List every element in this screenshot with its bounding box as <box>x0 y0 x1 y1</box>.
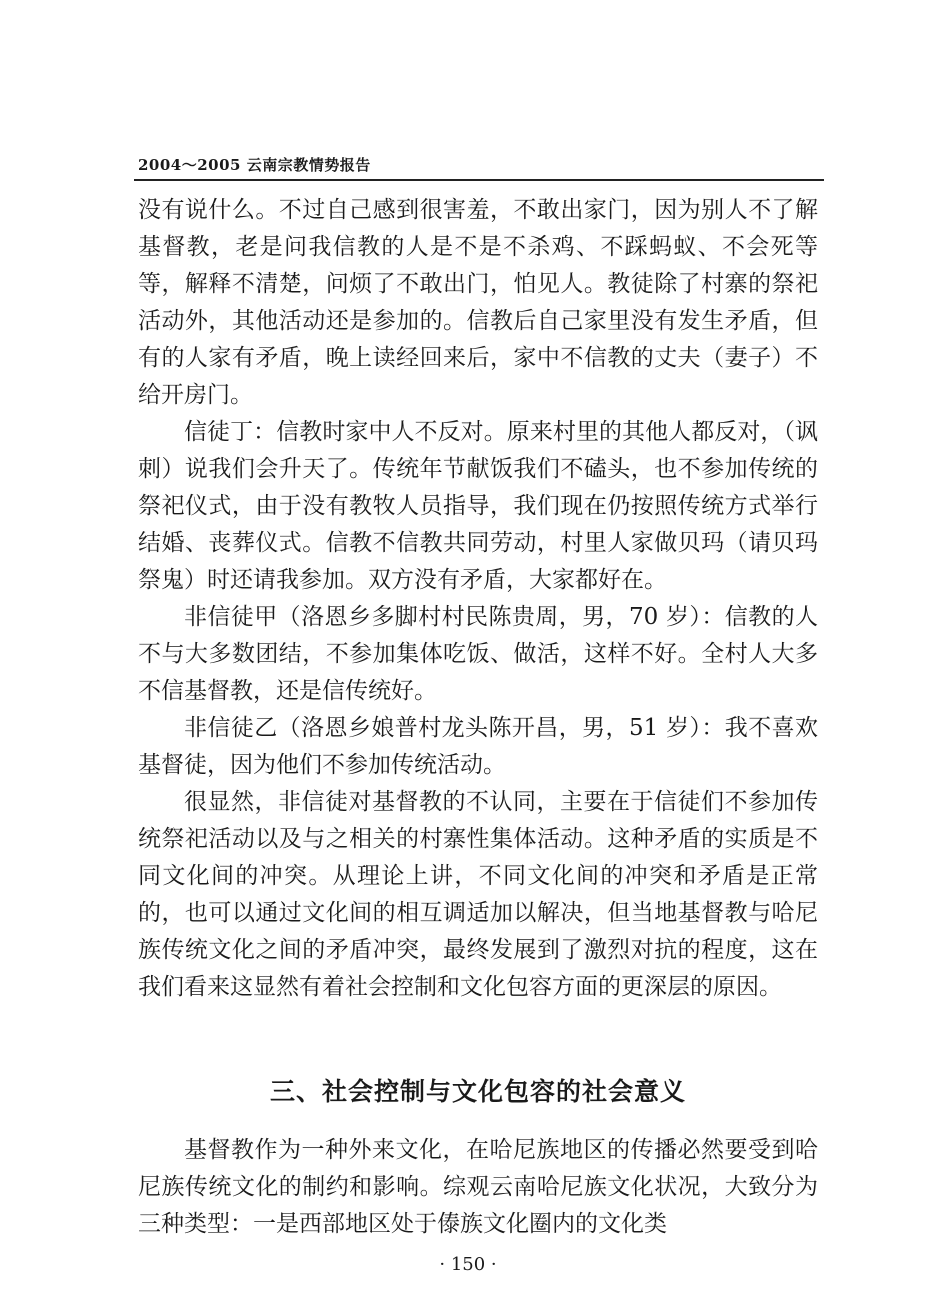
page-number: · 150 · <box>439 1254 497 1275</box>
header-rule <box>134 179 824 181</box>
paragraph-nonbeliever-yi: 非信徒乙（洛恩乡娘普村龙头陈开昌，男，51 岁）：我不喜欢基督徒，因为他们不参加传统活动。 <box>138 715 818 778</box>
section-text <box>138 1132 818 1243</box>
paragraph-section-intro: 基督教作为一种外来文化，在哈尼族地区的传播必然要受到哈尼族传统文化的制约和影响。综观云南哈尼族文化状况，大致分为三种类型：一是西部地区处于傣族文化圈内的文化类 <box>138 1137 818 1237</box>
paragraph-believer-ding: 信徒丁：信教时家中人不反对。原来村里的其他人都反对，（讽刺）说我们会升天了。传统年节献饭我们不磕头，也不参加传统的祭祀仪式，由于没有教牧人员指导，我们现在仍按照传统方式举行结婚、丧葬仪式。信教不信教共同劳动，村里人家做贝玛（请贝玛祭鬼）时还请我参加。双方没有矛盾，大家都好在。 <box>138 419 818 593</box>
body-text <box>138 192 818 1006</box>
paragraph-nonbeliever-jia: 非信徒甲（洛恩乡多脚村村民陈贵周，男，70 岁）：信教的人不与大多数团结，不参加集体吃饭、做活，这样不好。全村人大多不信基督教，还是信传统好。 <box>138 604 818 704</box>
running-header: 2004～2005 云南宗教情势报告 <box>138 156 371 174</box>
section-heading: 三、社会控制与文化包容的社会意义 <box>269 1077 686 1106</box>
paragraph-continuation: 没有说什么。不过自己感到很害羞，不敢出家门，因为别人不了解基督教，老是问我信教的人是不是不杀鸡、不踩蚂蚁、不会死等等，解释不清楚，问烦了不敢出门，怕见人。教徒除了村寨的祭祀活动外，其他活动还是参加的。信教后自己家里没有发生矛盾，但有的人家有矛盾，晚上读经回来后，家中不信教的丈夫（妻子）不给开房门。 <box>138 197 818 408</box>
paragraph-analysis: 很显然，非信徒对基督教的不认同，主要在于信徒们不参加传统祭祀活动以及与之相关的村寨性集体活动。这种矛盾的实质是不同文化间的冲突。从理论上讲，不同文化间的冲突和矛盾是正常的，也可以通过文化间的相互调适加以解决，但当地基督教与哈尼族传统文化之间的矛盾冲突，最终发展到了激烈对抗的程度，这在我们看来这显然有着社会控制和文化包容方面的更深层的原因。 <box>138 789 818 1000</box>
